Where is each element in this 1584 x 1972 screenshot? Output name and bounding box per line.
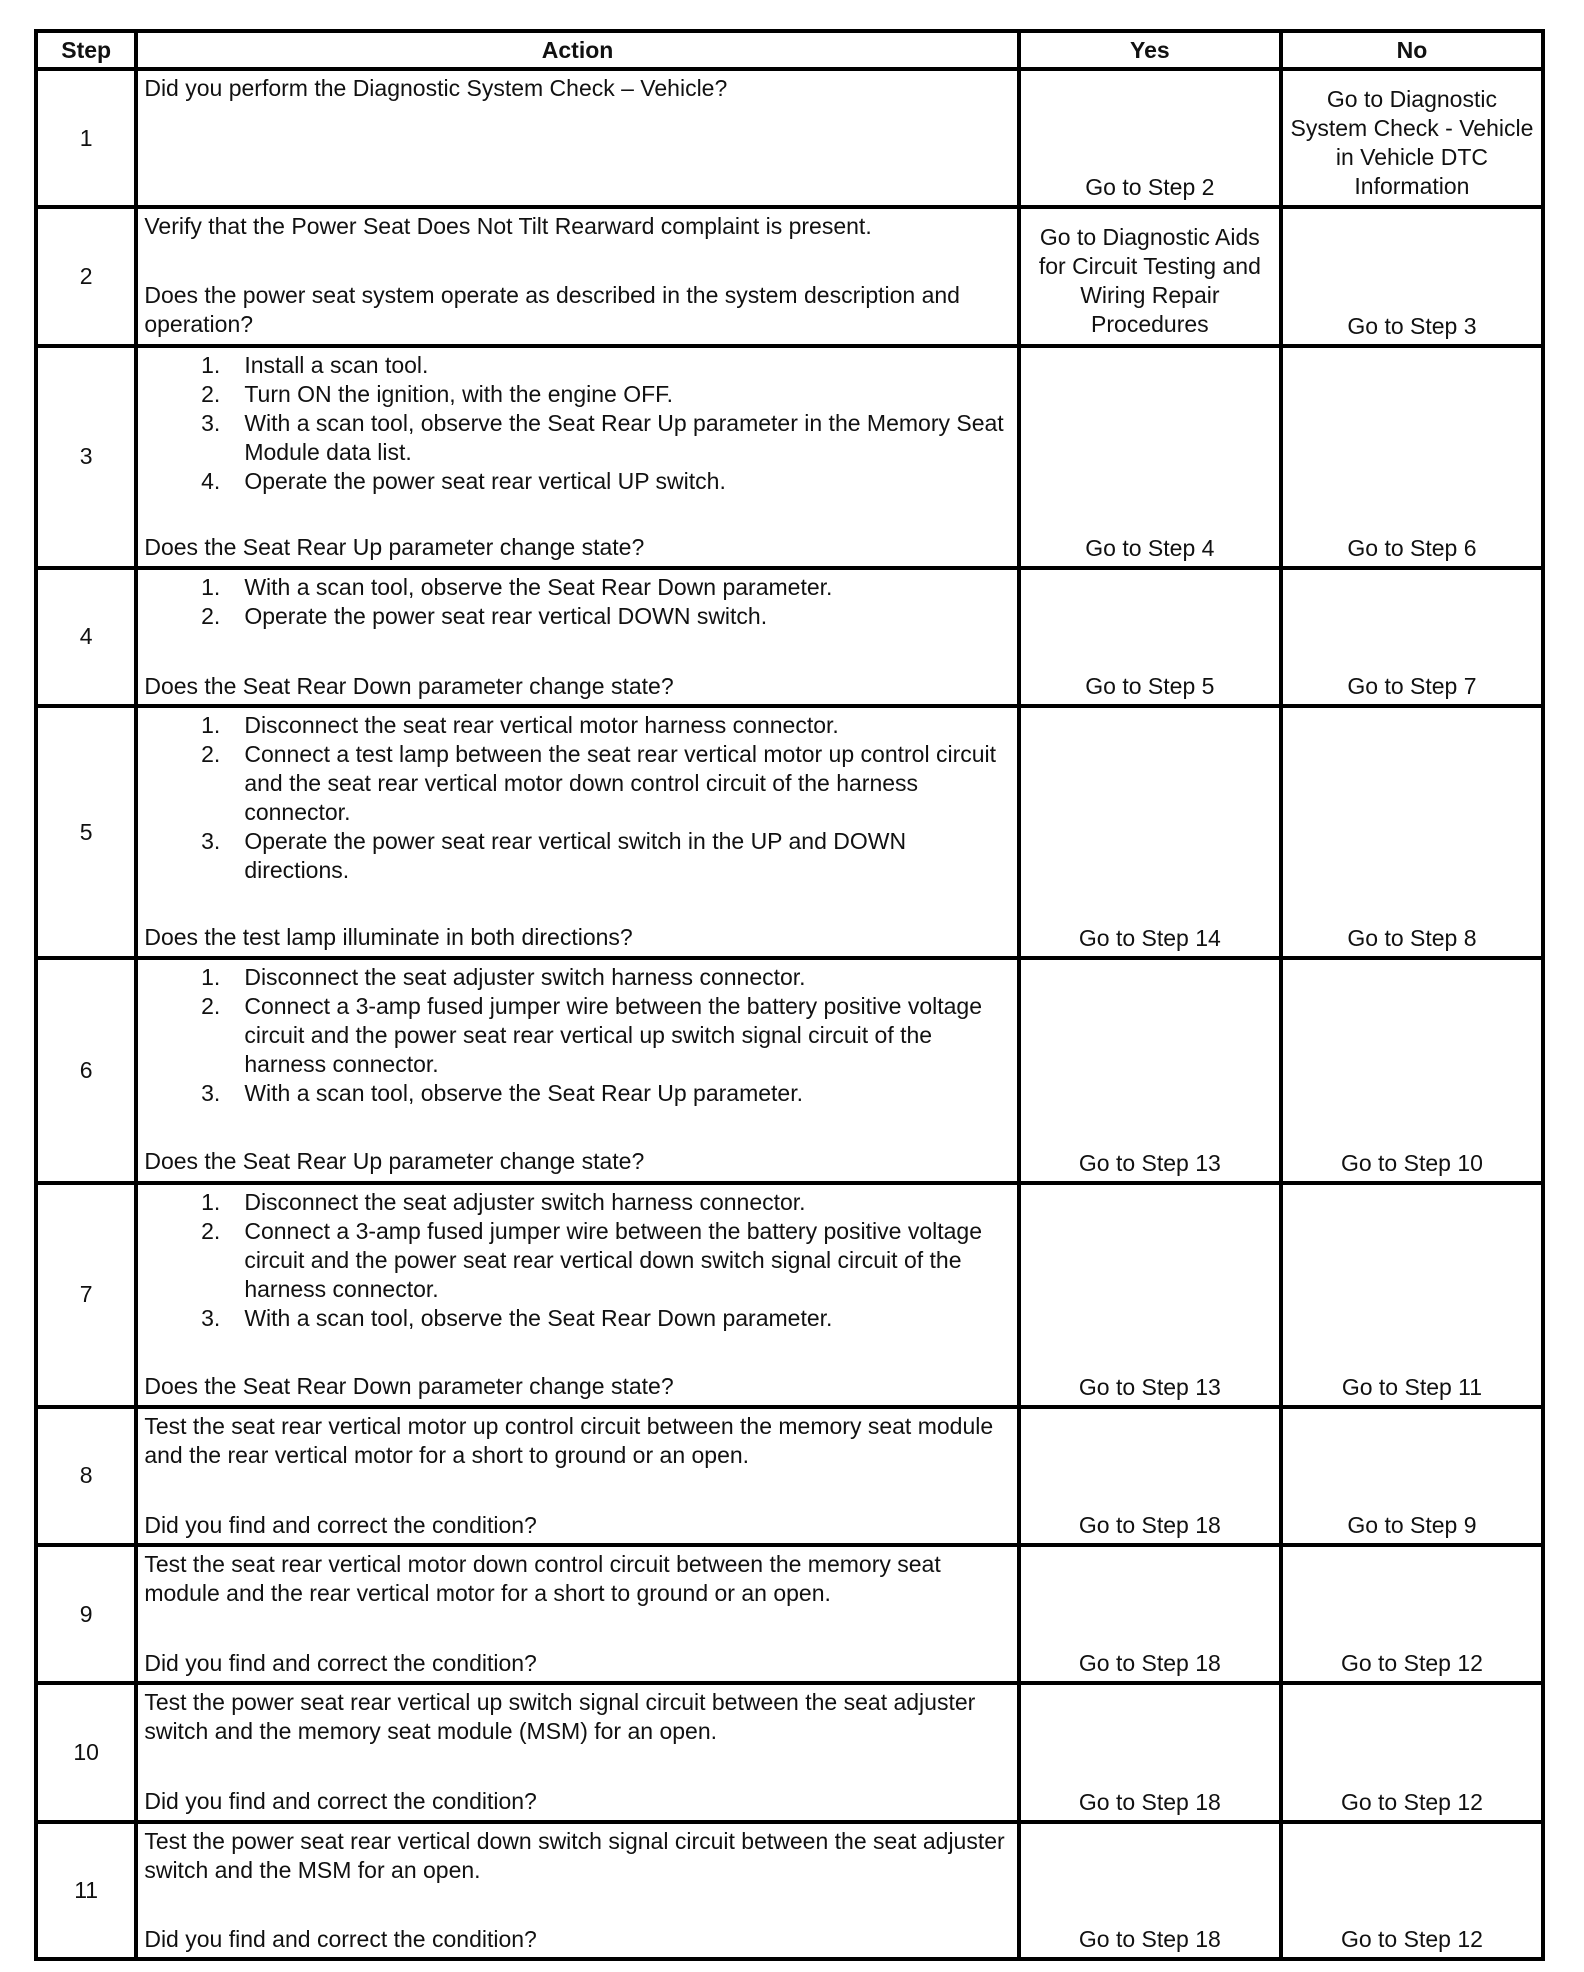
- sub-step-text: Connect a test lamp between the seat rear vertical motor up control circuit and the seat rear vertical motor down control circuit of the harness connector.: [244, 741, 997, 826]
- no-action: Go to Step 10: [1281, 958, 1543, 1182]
- no-action: Go to Step 6: [1281, 346, 1543, 568]
- no-action: Go to Diagnostic System Check - Vehicle in Vehicle DTC Information: [1281, 69, 1543, 207]
- sub-step-text: With a scan tool, observe the Seat Rear Up parameter.: [244, 1080, 803, 1107]
- action-text: Test the power seat rear vertical down switch signal circuit between the seat adjuster switch and the MSM for an open.: [144, 1827, 1005, 1883]
- sub-step-text: With a scan tool, observe the Seat Rear Down parameter.: [244, 1304, 833, 1331]
- header-step: Step: [36, 31, 136, 69]
- list-item: [144, 573, 1010, 602]
- sub-step-text: Operate the power seat rear vertical UP switch.: [244, 467, 726, 494]
- sub-step-list: [144, 573, 1010, 631]
- no-action: Go to Step 12: [1281, 1545, 1543, 1683]
- sub-step-number: 3.: [201, 1080, 221, 1107]
- sub-step-number: 3.: [201, 1304, 221, 1331]
- sub-step-text: Operate the power seat rear vertical DOWN switch.: [244, 602, 768, 629]
- sub-step-text: Connect a 3-amp fused jumper wire between the battery positive voltage circuit and the power seat rear vertical up switch signal circuit of the harness connector.: [244, 993, 983, 1078]
- sub-step-list: [144, 711, 1010, 885]
- header-no: No: [1281, 31, 1543, 69]
- sub-step-text: Connect a 3-amp fused jumper wire between the battery positive voltage circuit and the power seat rear vertical down switch signal circuit of the harness connector.: [244, 1217, 983, 1302]
- no-action: Go to Step 12: [1281, 1822, 1543, 1959]
- table-row: [36, 69, 1543, 207]
- step-number: 1: [36, 69, 136, 207]
- table-header-row: [36, 31, 1543, 69]
- action-text: Test the seat rear vertical motor down control circuit between the memory seat module and the rear vertical motor for a short to ground or an open.: [144, 1551, 941, 1606]
- action-cell: [136, 1683, 1018, 1821]
- step-number: 9: [36, 1545, 136, 1683]
- sub-step-text: Operate the power seat rear vertical switch in the UP and DOWN directions.: [244, 828, 907, 884]
- sub-step-number: 2.: [201, 380, 221, 407]
- sub-step-text: Disconnect the seat adjuster switch harness connector.: [244, 1188, 806, 1215]
- step-number: 8: [36, 1407, 136, 1545]
- list-item: [144, 963, 1010, 992]
- diagnostic-table: [34, 29, 1545, 1961]
- sub-step-number: 1.: [201, 1188, 221, 1215]
- sub-step-text: Install a scan tool.: [244, 351, 429, 378]
- action-cell: [136, 1183, 1018, 1407]
- table-row: [36, 1407, 1543, 1545]
- action-question: Did you find and correct the condition?: [144, 1788, 537, 1815]
- sub-step-text: With a scan tool, observe the Seat Rear Up parameter in the Memory Seat Module data list.: [244, 409, 1004, 465]
- sub-step-number: 1.: [201, 573, 221, 600]
- sub-step-number: 3.: [201, 828, 221, 855]
- list-item: [144, 1304, 1010, 1333]
- table-row: [36, 958, 1543, 1182]
- action-cell: [136, 207, 1018, 345]
- list-item: [144, 711, 1010, 740]
- list-item: [144, 409, 1010, 467]
- sub-step-number: 2.: [201, 602, 221, 629]
- step-number: 10: [36, 1683, 136, 1821]
- sub-step-list: [144, 351, 1010, 496]
- action-text: Test the seat rear vertical motor up control circuit between the memory seat module and the rear vertical motor for a short to ground or an open.: [144, 1412, 994, 1468]
- sub-step-number: 2.: [201, 741, 221, 768]
- sub-step-list: [144, 963, 1010, 1108]
- sub-step-text: With a scan tool, observe the Seat Rear Down parameter.: [244, 573, 833, 600]
- list-item: [144, 467, 1010, 496]
- action-question: Does the Seat Rear Up parameter change state?: [144, 533, 645, 560]
- step-number: 5: [36, 706, 136, 958]
- list-item: [144, 602, 1010, 631]
- list-item: [144, 1217, 1010, 1304]
- no-action: Go to Step 11: [1281, 1183, 1543, 1407]
- list-item: [144, 351, 1010, 380]
- sub-step-text: Disconnect the seat rear vertical motor harness connector.: [244, 712, 839, 739]
- no-action: Go to Step 8: [1281, 706, 1543, 958]
- table-row: [36, 1183, 1543, 1407]
- step-number: 6: [36, 958, 136, 1182]
- action-question: Does the Seat Rear Down parameter change state?: [144, 1372, 674, 1399]
- sub-step-number: 2.: [201, 1217, 221, 1244]
- header-yes: Yes: [1019, 31, 1281, 69]
- sub-step-number: 3.: [201, 409, 221, 436]
- list-item: [144, 1079, 1010, 1108]
- sub-step-text: Turn ON the ignition, with the engine OFF.: [244, 380, 674, 407]
- sub-step-text: Disconnect the seat adjuster switch harness connector.: [244, 964, 806, 991]
- sub-step-number: 4.: [201, 467, 221, 494]
- action-question: Does the Seat Rear Up parameter change state?: [144, 1148, 645, 1175]
- action-text: Test the power seat rear vertical up switch signal circuit between the seat adjuster switch and the memory seat module (MSM) for an open.: [144, 1689, 976, 1745]
- step-number: 3: [36, 346, 136, 568]
- action-cell: [136, 1545, 1018, 1683]
- yes-action: Go to Step 4: [1019, 346, 1281, 568]
- yes-action: Go to Step 18: [1019, 1683, 1281, 1821]
- action-cell: [136, 1407, 1018, 1545]
- table-row: [36, 568, 1543, 706]
- yes-action: Go to Step 2: [1019, 69, 1281, 207]
- table-row: [36, 1683, 1543, 1821]
- action-question: Does the power seat system operate as described in the system description and operation?: [144, 282, 960, 338]
- step-number: 7: [36, 1183, 136, 1407]
- no-action: Go to Step 3: [1281, 207, 1543, 345]
- list-item: [144, 740, 1010, 827]
- yes-action: Go to Step 14: [1019, 706, 1281, 958]
- table-row: [36, 207, 1543, 345]
- yes-action: Go to Step 18: [1019, 1822, 1281, 1959]
- list-item: [144, 1188, 1010, 1217]
- list-item: [144, 380, 1010, 409]
- no-action: Go to Step 7: [1281, 568, 1543, 706]
- step-number: 2: [36, 207, 136, 345]
- action-question: Did you find and correct the condition?: [144, 1511, 537, 1538]
- no-action: Go to Step 12: [1281, 1683, 1543, 1821]
- action-text: Verify that the Power Seat Does Not Tilt Rearward complaint is present.: [144, 213, 872, 240]
- action-question: Does the test lamp illuminate in both directions?: [144, 924, 633, 951]
- sub-step-number: 1.: [201, 712, 221, 739]
- table-row: [36, 1545, 1543, 1683]
- table-row: [36, 1822, 1543, 1959]
- action-question: Did you find and correct the condition?: [144, 1650, 537, 1676]
- yes-action: Go to Step 5: [1019, 568, 1281, 706]
- yes-action: Go to Step 13: [1019, 958, 1281, 1182]
- table-row: [36, 346, 1543, 568]
- header-action: Action: [136, 31, 1018, 69]
- sub-step-list: [144, 1188, 1010, 1333]
- no-action: Go to Step 9: [1281, 1407, 1543, 1545]
- action-question: Did you find and correct the condition?: [144, 1925, 537, 1952]
- action-cell: [136, 69, 1018, 207]
- list-item: [144, 827, 1010, 885]
- sub-step-number: 2.: [201, 993, 221, 1020]
- yes-action: Go to Step 18: [1019, 1545, 1281, 1683]
- yes-action: Go to Diagnostic Aids for Circuit Testing and Wiring Repair Procedures: [1019, 207, 1281, 345]
- step-number: 11: [36, 1822, 136, 1959]
- sub-step-number: 1.: [201, 964, 221, 991]
- action-text: Did you perform the Diagnostic System Check – Vehicle?: [144, 75, 728, 101]
- sub-step-number: 1.: [201, 351, 221, 378]
- list-item: [144, 992, 1010, 1079]
- table-row: [36, 706, 1543, 958]
- action-cell: [136, 346, 1018, 568]
- yes-action: Go to Step 13: [1019, 1183, 1281, 1407]
- yes-action: Go to Step 18: [1019, 1407, 1281, 1545]
- action-cell: [136, 706, 1018, 958]
- action-question: Does the Seat Rear Down parameter change state?: [144, 672, 674, 699]
- step-number: 4: [36, 568, 136, 706]
- action-cell: [136, 1822, 1018, 1959]
- action-cell: [136, 958, 1018, 1182]
- action-cell: [136, 568, 1018, 706]
